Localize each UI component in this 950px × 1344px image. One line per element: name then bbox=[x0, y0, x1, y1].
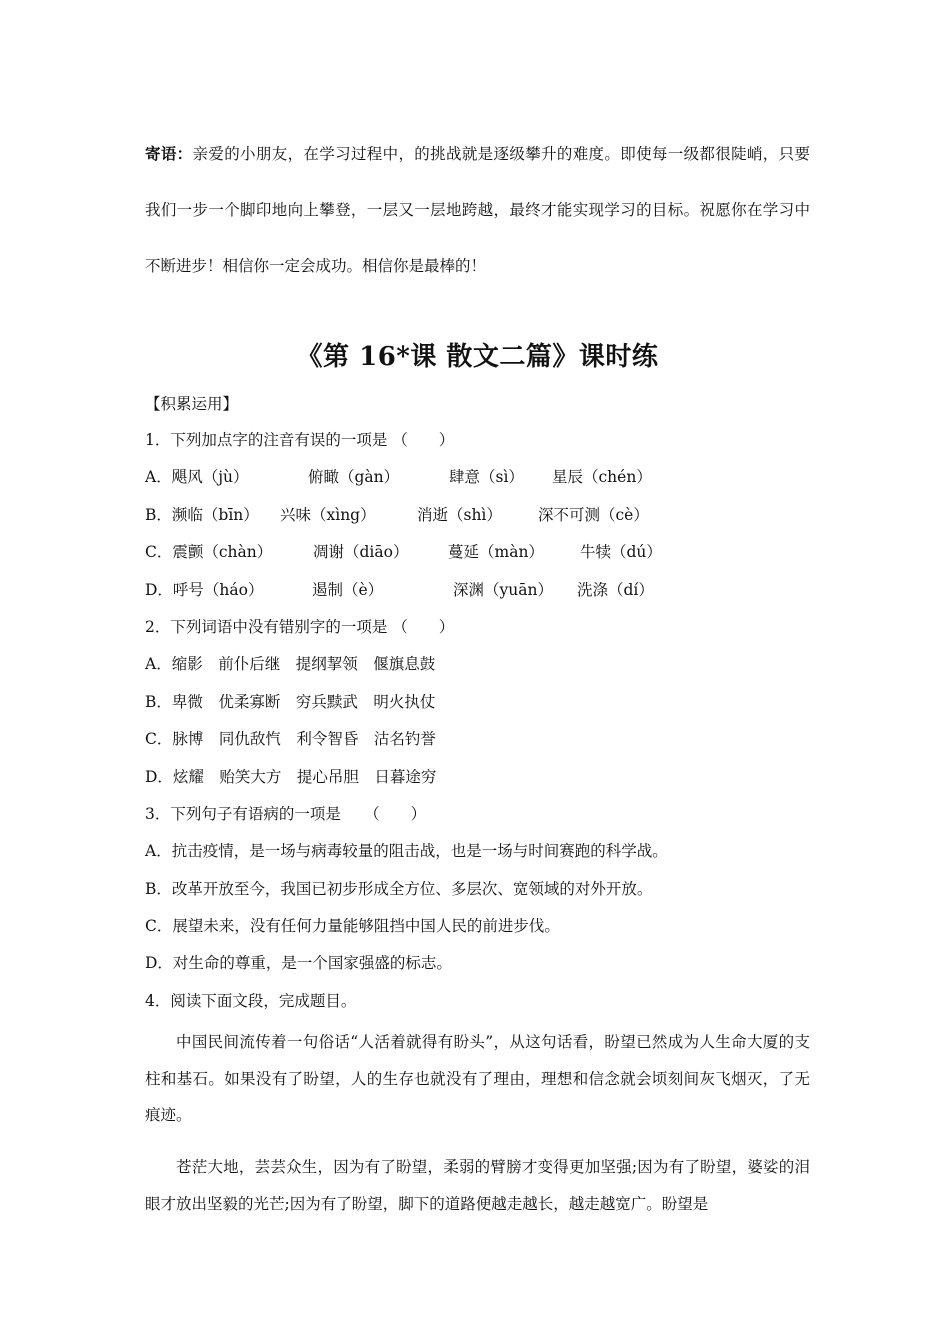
option-term: 兴味（xìng） bbox=[280, 505, 376, 524]
question-4-stem: 4．阅读下面文段，完成题目。 bbox=[145, 991, 357, 1010]
reading-paragraph: 中国民间流传着一句俗话“人活着就得有盼头”，从这句话看，盼望已然成为人生命大厦的支柱和基石。如果没有了盼望，人的生存也就没有了理由，理想和信念就会顷刻间灰飞烟灭，了无痕迹。 bbox=[145, 1033, 810, 1125]
question-1-option-d bbox=[145, 576, 810, 613]
greeting-label: 寄语： bbox=[145, 144, 193, 163]
question-2-option-c: C．脉博 同仇敌忾 利令智昏 沽名钓誉 bbox=[145, 730, 436, 749]
question-1-option-a bbox=[145, 463, 810, 500]
question-3-option-d: D．对生命的尊重，是一个国家强盛的标志。 bbox=[145, 954, 452, 973]
question-2-stem: 2．下列词语中没有错别字的一项是 （ ） bbox=[145, 617, 455, 636]
question-1-stem: 1．下列加点字的注音有误的一项是 （ ） bbox=[145, 431, 455, 449]
option-term: 星辰（chén） bbox=[552, 468, 652, 487]
exercise-content bbox=[145, 390, 810, 1238]
option-term: 牛犊（dú） bbox=[580, 543, 662, 562]
question-3-option-b: B．改革开放至今，我国已初步形成全方位、多层次、宽领域的对外开放。 bbox=[145, 879, 653, 898]
option-term: 肆意（sì） bbox=[449, 468, 524, 487]
question-2-option-b: B．卑微 优柔寡断 穷兵黩武 明火执仗 bbox=[145, 692, 436, 711]
option-term: 凋谢（diāo） bbox=[313, 543, 409, 562]
reading-paragraph: 苍茫大地，芸芸众生，因为有了盼望，柔弱的臂膀才变得更加坚强;因为有了盼望，婆娑的泪眼才放出坚毅的光芒;因为有了盼望，脚下的道路便越走越长，越走越宽广。盼望是 bbox=[145, 1158, 810, 1213]
option-term: 深不可测（cè） bbox=[538, 505, 649, 524]
option-term: 消逝（shì） bbox=[417, 505, 502, 524]
option-term: D．呼号（háo） bbox=[145, 580, 264, 599]
question-2-option-a: A．缩影 前仆后继 提纲挈领 偃旗息鼓 bbox=[145, 655, 436, 674]
question-3-option-a: A．抗击疫情，是一场与病毒较量的阻击战，也是一场与时间赛跑的科学战。 bbox=[145, 842, 668, 861]
greeting-block bbox=[145, 126, 810, 294]
option-term: 蔓延（màn） bbox=[448, 543, 544, 562]
option-term: 深渊（yuān） bbox=[453, 580, 553, 599]
option-term: 俯瞰（gàn） bbox=[308, 468, 400, 487]
option-term: 遏制（è） bbox=[312, 580, 384, 599]
section-heading: 【积累运用】 bbox=[145, 395, 239, 413]
option-term: 洗涤（dí） bbox=[577, 580, 654, 599]
greeting-text: 亲爱的小朋友，在学习过程中，的挑战就是逐级攀升的难度。即使每一级都很陡峭，只要我们一步一个脚印地向上攀登，一层又一层地跨越，最终才能实现学习的目标。祝愿你在学习中不断进步！相信你一定会成功。相信你是最棒的！ bbox=[145, 145, 810, 275]
question-2-option-d: D．炫耀 贻笑大方 提心吊胆 日暮途穷 bbox=[145, 767, 437, 786]
question-1-option-b bbox=[145, 501, 810, 538]
question-1-option-c bbox=[145, 538, 810, 575]
page-title: 《第 16*课 散文二篇》课时练 bbox=[296, 342, 659, 372]
option-term: A．飓风（jù） bbox=[145, 468, 249, 487]
question-3-stem: 3．下列句子有语病的一项是 （ ） bbox=[145, 804, 427, 823]
option-term: B．濒临（bīn） bbox=[145, 505, 259, 524]
option-term: C．震颤（chàn） bbox=[145, 543, 273, 562]
question-3-option-c: C．展望未来，没有任何力量能够阻挡中国人民的前进步伐。 bbox=[145, 917, 560, 936]
